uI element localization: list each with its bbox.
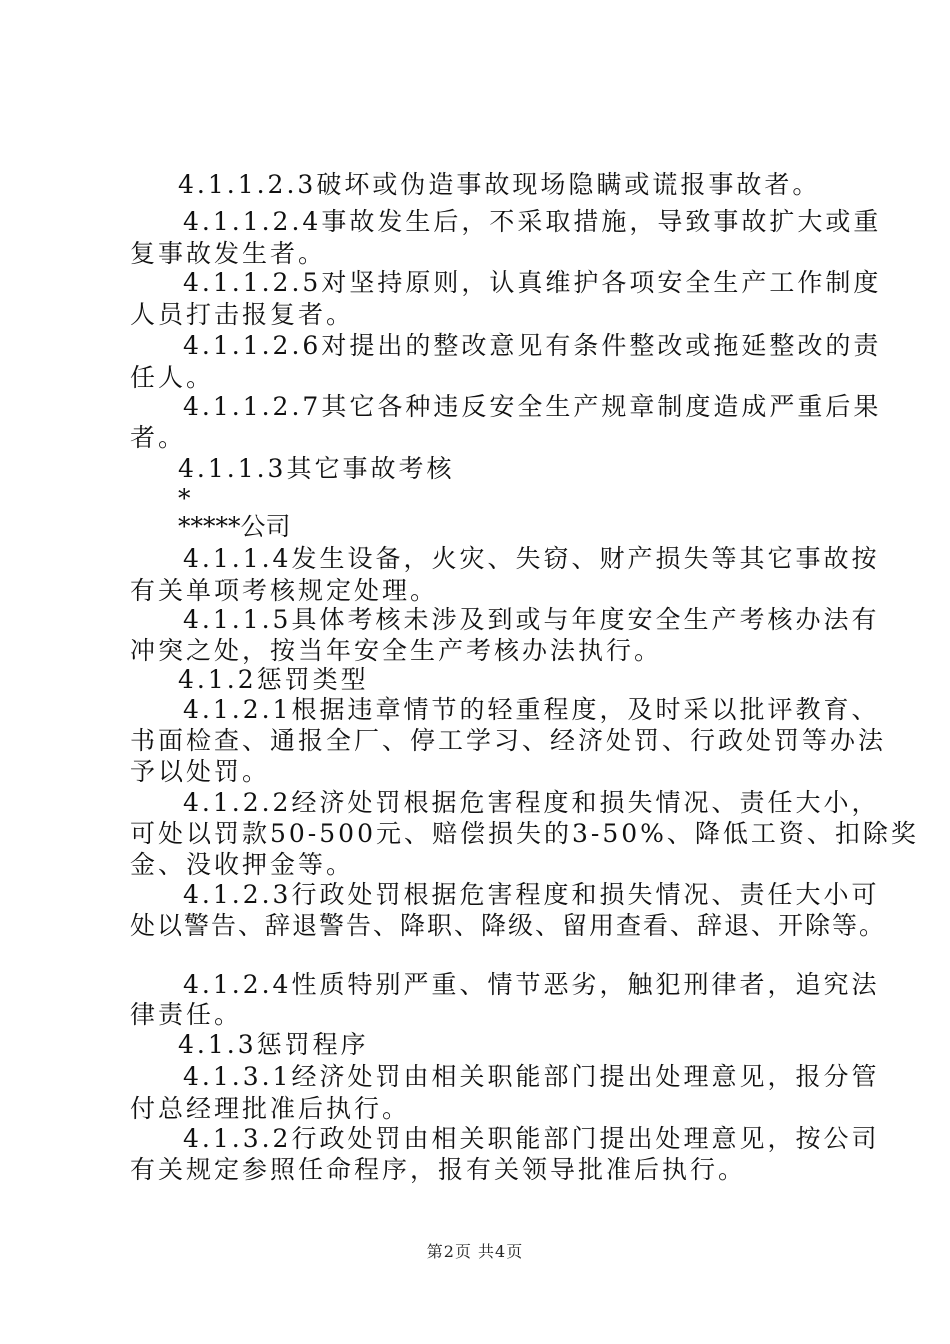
text-line: 有关规定参照任命程序，报有关领导批准后执行。	[130, 1155, 747, 1184]
text-line: 书面检查、通报全厂、停工学习、经济处罚、行政处罚等办法	[130, 726, 887, 755]
text-line: 4.1.3惩罚程序	[178, 1030, 369, 1059]
page-number-footer	[0, 1242, 950, 1262]
text-line: 4.1.3.1经济处罚由相关职能部门提出处理意见，报分管	[183, 1062, 880, 1091]
text-line: 4.1.2惩罚类型	[178, 665, 369, 694]
text-line: 者。	[130, 423, 187, 452]
text-line: 律责任。	[130, 1000, 243, 1029]
text-line: 4.1.1.2.7其它各种违反安全生产规章制度造成严重后果	[183, 392, 882, 421]
text-line: 付总经理批准后执行。	[130, 1094, 411, 1123]
text-line: 冲突之处，按当年安全生产考核办法执行。	[130, 636, 663, 665]
text-line: 4.1.1.2.6对提出的整改意见有条件整改或拖延整改的责	[183, 331, 882, 360]
text-line: 4.1.1.4发生设备，火灾、失窃、财产损失等其它事故按	[183, 544, 880, 573]
text-line: 可处以罚款50-500元、赔偿损失的3-50%、降低工资、扣除奖	[130, 819, 919, 848]
text-line: 4.1.1.2.5对坚持原则，认真维护各项安全生产工作制度	[183, 268, 882, 297]
text-line: 4.1.2.2经济处罚根据危害程度和损失情况、责任大小，	[183, 788, 880, 817]
text-line: 人员打击报复者。	[130, 300, 355, 329]
text-line: 任人。	[130, 363, 215, 392]
text-line: 有关单项考核规定处理。	[130, 576, 439, 605]
text-line: *****公司	[178, 512, 291, 541]
text-line: 4.1.3.2行政处罚由相关职能部门提出处理意见，按公司	[183, 1124, 880, 1153]
text-line: 4.1.2.4性质特别严重、情节恶劣，触犯刑律者，追究法	[183, 970, 880, 999]
text-line: 4.1.2.3行政处罚根据危害程度和损失情况、责任大小可	[183, 880, 880, 909]
text-line: 金、没收押金等。	[130, 850, 355, 879]
text-line: 4.1.1.3其它事故考核	[178, 454, 455, 483]
text-line: 予以处罚。	[130, 757, 271, 786]
text-line: 4.1.2.1根据违章情节的轻重程度，及时采以批评教育、	[183, 695, 880, 724]
text-line: 复事故发生者。	[130, 239, 327, 268]
text-line: 处以警告、辞退警告、降职、降级、留用查看、辞退、开除等。	[130, 911, 887, 940]
text-line: 4.1.1.5具体考核未涉及到或与年度安全生产考核办法有	[183, 605, 880, 634]
text-line: 4.1.1.2.3破坏或伪造事故现场隐瞒或谎报事故者。	[178, 170, 821, 199]
text-line: 4.1.1.2.4事故发生后，不采取措施，导致事故扩大或重	[183, 207, 882, 236]
text-line: *	[178, 484, 194, 513]
page-number-label: 第2页 共4页	[426, 1242, 524, 1261]
